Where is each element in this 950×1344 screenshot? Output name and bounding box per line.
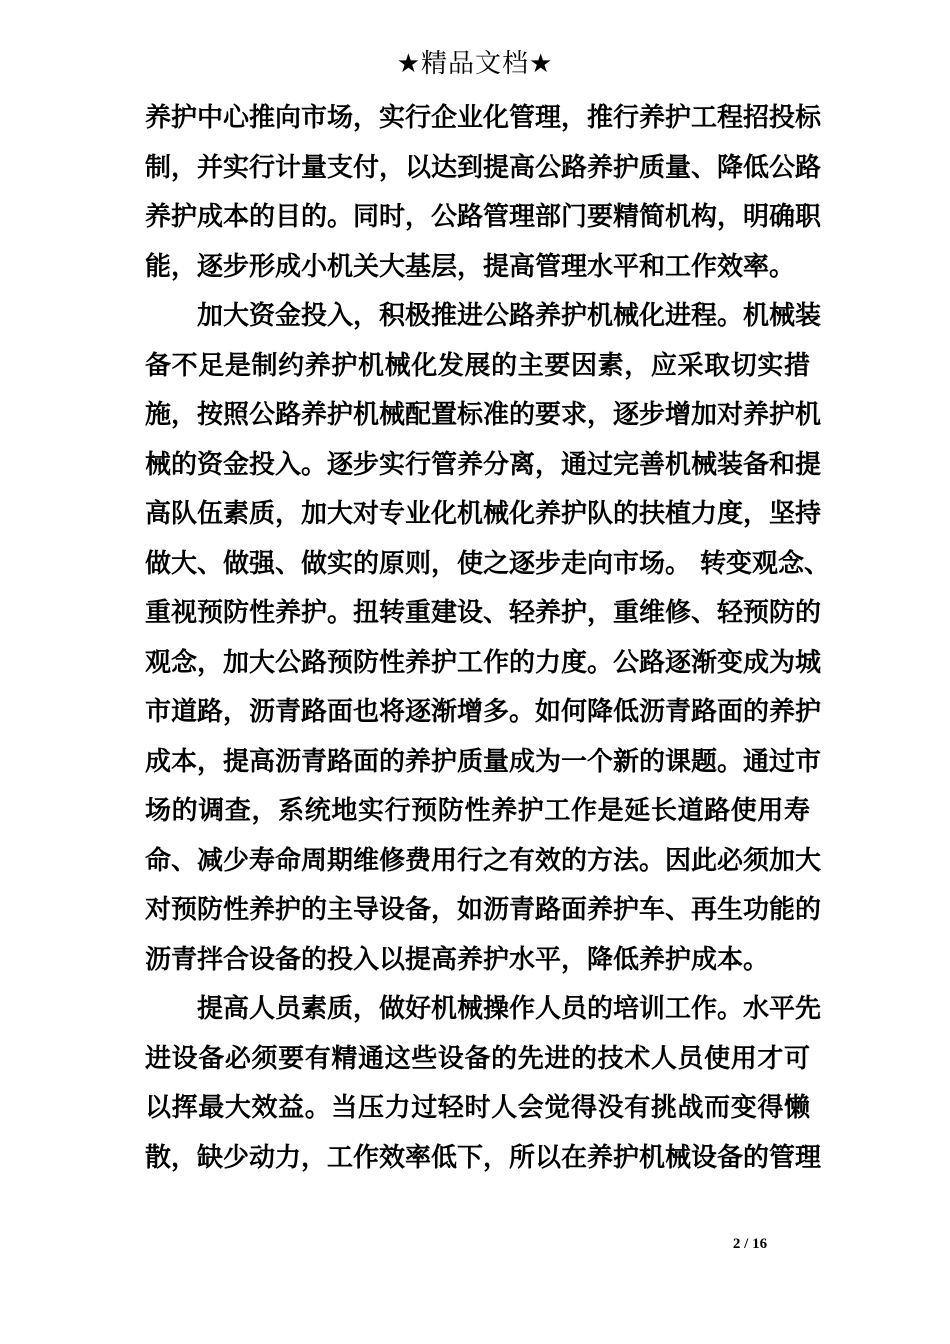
text-line: 施，按照公路养护机械配置标准的要求，逐步增加对养护机 <box>145 400 822 430</box>
text-line: 对预防性养护的主导设备，如沥青路面养护车、再生功能的 <box>145 895 822 925</box>
text-line: 高队伍素质，加大对专业化机械化养护队的扶植力度，坚持 <box>145 499 822 529</box>
page-header-title: ★精品文档★ <box>396 49 554 79</box>
document-body <box>145 94 831 1183</box>
text-line: 重视预防性养护。扭转重建设、轻养护，重维修、轻预防的 <box>145 598 822 628</box>
text-line: 加大资金投入，积极推进公路养护机械化进程。机械装 <box>197 301 822 331</box>
text-line: 散，缺少动力，工作效率低下，所以在养护机械设备的管理 <box>145 1142 822 1173</box>
text-line: 做大、做强、做实的原则，使之逐步走向市场。 转变观念、 <box>145 548 831 579</box>
text-line: 场的调查，系统地实行预防性养护工作是延长道路使用寿 <box>145 796 810 826</box>
text-line: 养护成本的目的。同时，公路管理部门要精简机构，明确职 <box>145 202 822 232</box>
text-line: 沥青拌合设备的投入以提高养护水平，降低养护成本。 <box>145 944 770 975</box>
text-line: 能，逐步形成小机关大基层，提高管理水平和工作效率。 <box>145 251 796 282</box>
text-line: 养护中心推向市场，实行企业化管理，推行养护工程招投标 <box>145 103 822 133</box>
text-line: 进设备必须要有精通这些设备的先进的技术人员使用才可 <box>145 1043 810 1074</box>
text-line: 市道路，沥青路面也将逐渐增多。如何降低沥青路面的养护 <box>145 697 822 727</box>
text-line: 提高人员素质，做好机械操作人员的培训工作。水平先 <box>197 994 822 1024</box>
text-line: 以挥最大效益。当压力过轻时人会觉得没有挑战而变得懒 <box>145 1093 810 1123</box>
text-line: 制，并实行计量支付，以达到提高公路养护质量、降低公路 <box>145 152 822 183</box>
text-line: 成本，提高沥青路面的养护质量成为一个新的课题。通过市 <box>145 746 822 777</box>
text-line: 械的资金投入。逐步实行管养分离，通过完善机械装备和提 <box>145 449 822 480</box>
text-line: 观念，加大公路预防性养护工作的力度。公路逐渐变成为城 <box>145 647 822 678</box>
text-line: 命、减少寿命周期维修费用行之有效的方法。因此必须加大 <box>145 845 822 876</box>
text-line: 备不足是制约养护机械化发展的主要因素，应采取切实措 <box>145 350 810 381</box>
page-number: 2 / 16 <box>732 1236 768 1252</box>
